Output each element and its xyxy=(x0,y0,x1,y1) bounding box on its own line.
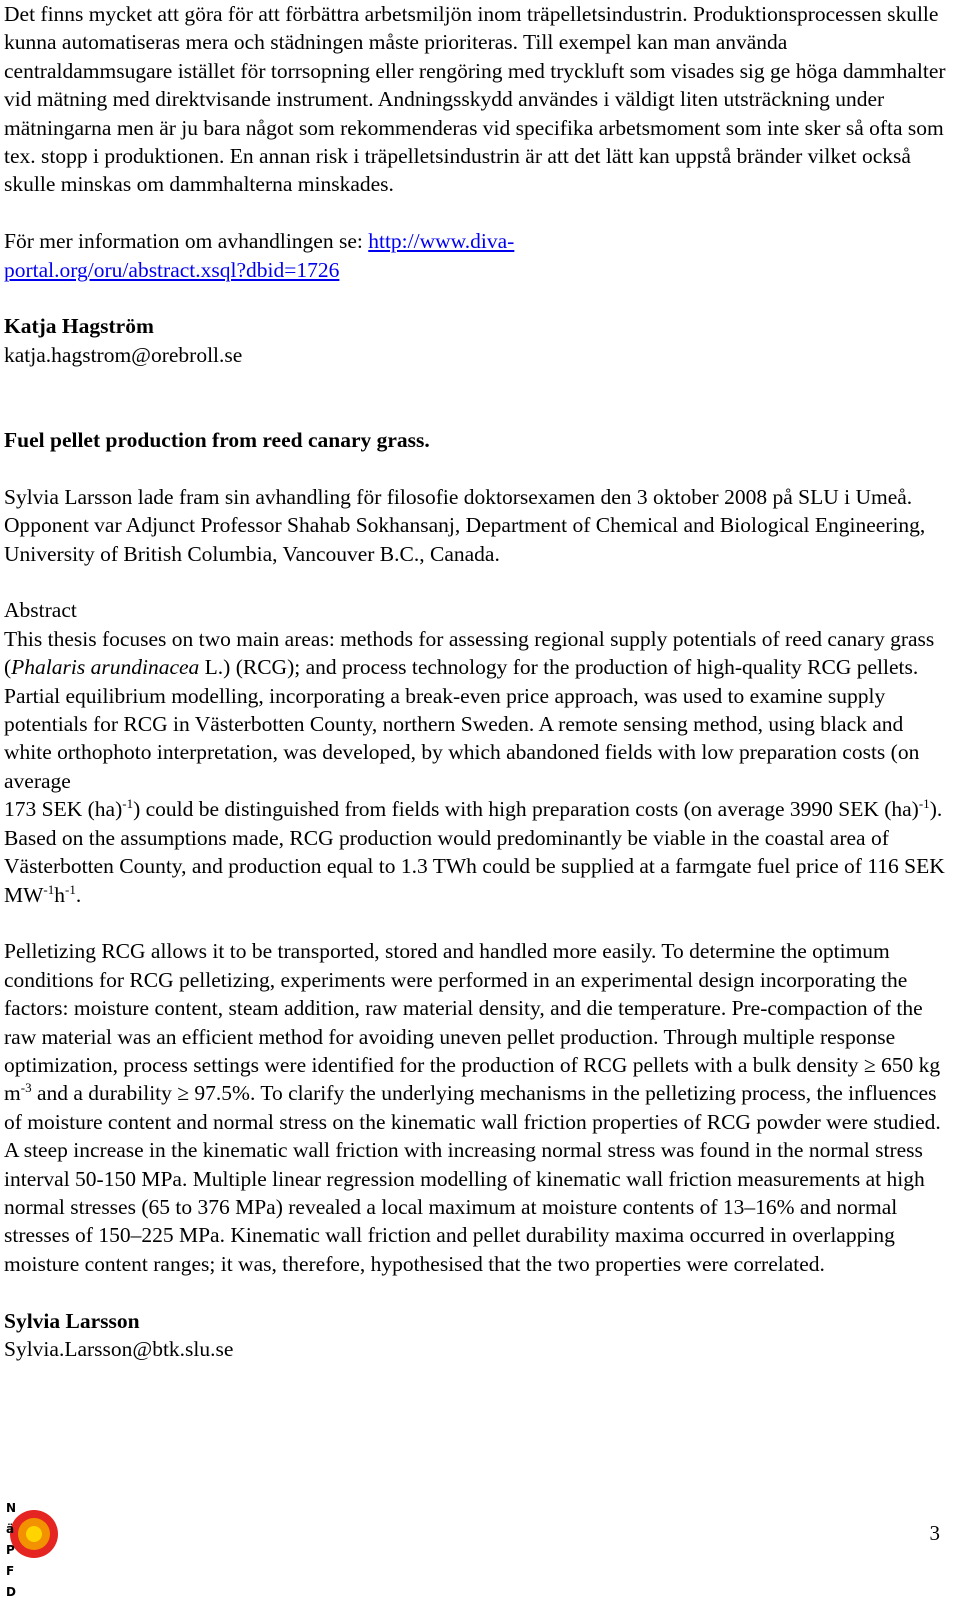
page-number: 3 xyxy=(929,1521,940,1545)
author-name: Katja Hagström xyxy=(4,314,154,339)
author-name: Sylvia Larsson xyxy=(4,1308,140,1333)
abstract-paragraph-1: This thesis focuses on two main areas: methods for assessing regional supply potentials of reed canary grass (Phalaris arundinacea L.) (RCG); and process technology for the production of high-quality RCG pellets. Partial equilibrium modelling, incorporating a break-even price approach, was used to examine supply potentials for RCG in Västerbotten County, northern Sweden. A remote sensing method, using black and white orthophoto interpretation, was developed, by which abandoned fields with low preparation costs (on average 173 SEK (ha)$^{-1}$) could be distinguished from fields with high preparation costs (on average 3990 SEK (ha)$^{-1}$). Based on the assumptions made, RCG production would predominantly be viable in the coastal area of Västerbotten County, and production equal to 1.3 TWh could be supplied at a farmgate fuel price of 116 SEK $MW^{-1}h^{-1}$. xyxy=(4,626,945,907)
logo-letter: P xyxy=(6,1543,15,1557)
species-name: Phalaris arundinacea xyxy=(11,655,200,680)
logo-letter: D xyxy=(6,1585,16,1599)
document-page xyxy=(4,0,948,1363)
author-email: Sylvia.Larsson@btk.slu.se xyxy=(4,1336,234,1361)
logo-inner-disc xyxy=(26,1526,42,1542)
logo-letter: ä xyxy=(6,1522,15,1536)
diva-link-part-1[interactable]: http://www.diva- xyxy=(368,229,515,254)
logo-letter: F xyxy=(6,1564,15,1578)
defense-paragraph: Sylvia Larsson lade fram sin avhandling för filosofie doktorsexamen den 3 oktober 2008 på SLU i Umeå. Opponent var Adjunct Professor Shahab Sokhansanj, Department of Chemical and Biological Engineering, University of British Columbia, Vancouver B.C., Canada. xyxy=(4,484,926,566)
more-info-line xyxy=(4,227,948,284)
logo-letter: N xyxy=(6,1501,17,1515)
intro-paragraph: Det finns mycket att göra för att förbättra arbetsmiljön inom träpelletsindustrin. Produktionsprocessen skulle kunna automatiseras mera och städningen måste prioriteras. Till exempel kan man använda centraldammsugare istället för torrsopning eller rengöring med tryckluft som visades sig ge höga dammhalter vid mätning med direktvisande instrument. Andningsskydd användes i väldigt liten utsträckning under mätningarna men är ju bara något som rekommenderas vid specifika arbetsmoment som inte sker så ofta som tex. stopp i produktionen. En annan risk i träpelletsindustrin är att det lätt kan uppstå bränder vilket också skulle minskas om dammhalterna minskades. xyxy=(4,2,946,197)
more-info-prefix: För mer information om avhandlingen se: xyxy=(4,229,369,254)
diva-link-part-2[interactable]: portal.org/oru/abstract.xsql?dbid=1726 xyxy=(4,257,340,282)
napfd-logo xyxy=(4,1500,60,1604)
abstract-paragraph-2: Pelletizing RCG allows it to be transported, stored and handled more easily. To determine the optimum conditions for RCG pelletizing, experiments were performed in an experimental design incorporating the factors: moisture content, steam addition, raw material density, and die temperature. Pre-compaction of the raw material was an efficient method for avoiding uneven pellet production. Through multiple response optimization, process settings were identified for the production of RCG pellets with a bulk density ≥ 650 kg $m^{-3}$ and a durability ≥ 97.5%. To clarify the underlying mechanisms in the pelletizing process, the influences of moisture content and normal stress on the kinematic wall friction properties of RCG powder were studied. A steep increase in the kinematic wall friction with increasing normal stress was found in the normal stress interval 50-150 MPa. Multiple linear regression modelling of kinematic wall friction measurements at high normal stresses (65 to 376 MPa) revealed a local maximum at moisture contents of 13–16% and normal stresses of 150–225 MPa. Kinematic wall friction and pellet durability maxima occurred in overlapping moisture content ranges; it was, therefore, hypothesised that the two properties were correlated. xyxy=(4,939,941,1276)
abstract-heading: Abstract xyxy=(4,598,77,623)
article-title: Fuel pellet production from reed canary grass. xyxy=(4,428,430,453)
author-email: katja.hagstrom@orebroll.se xyxy=(4,342,243,367)
